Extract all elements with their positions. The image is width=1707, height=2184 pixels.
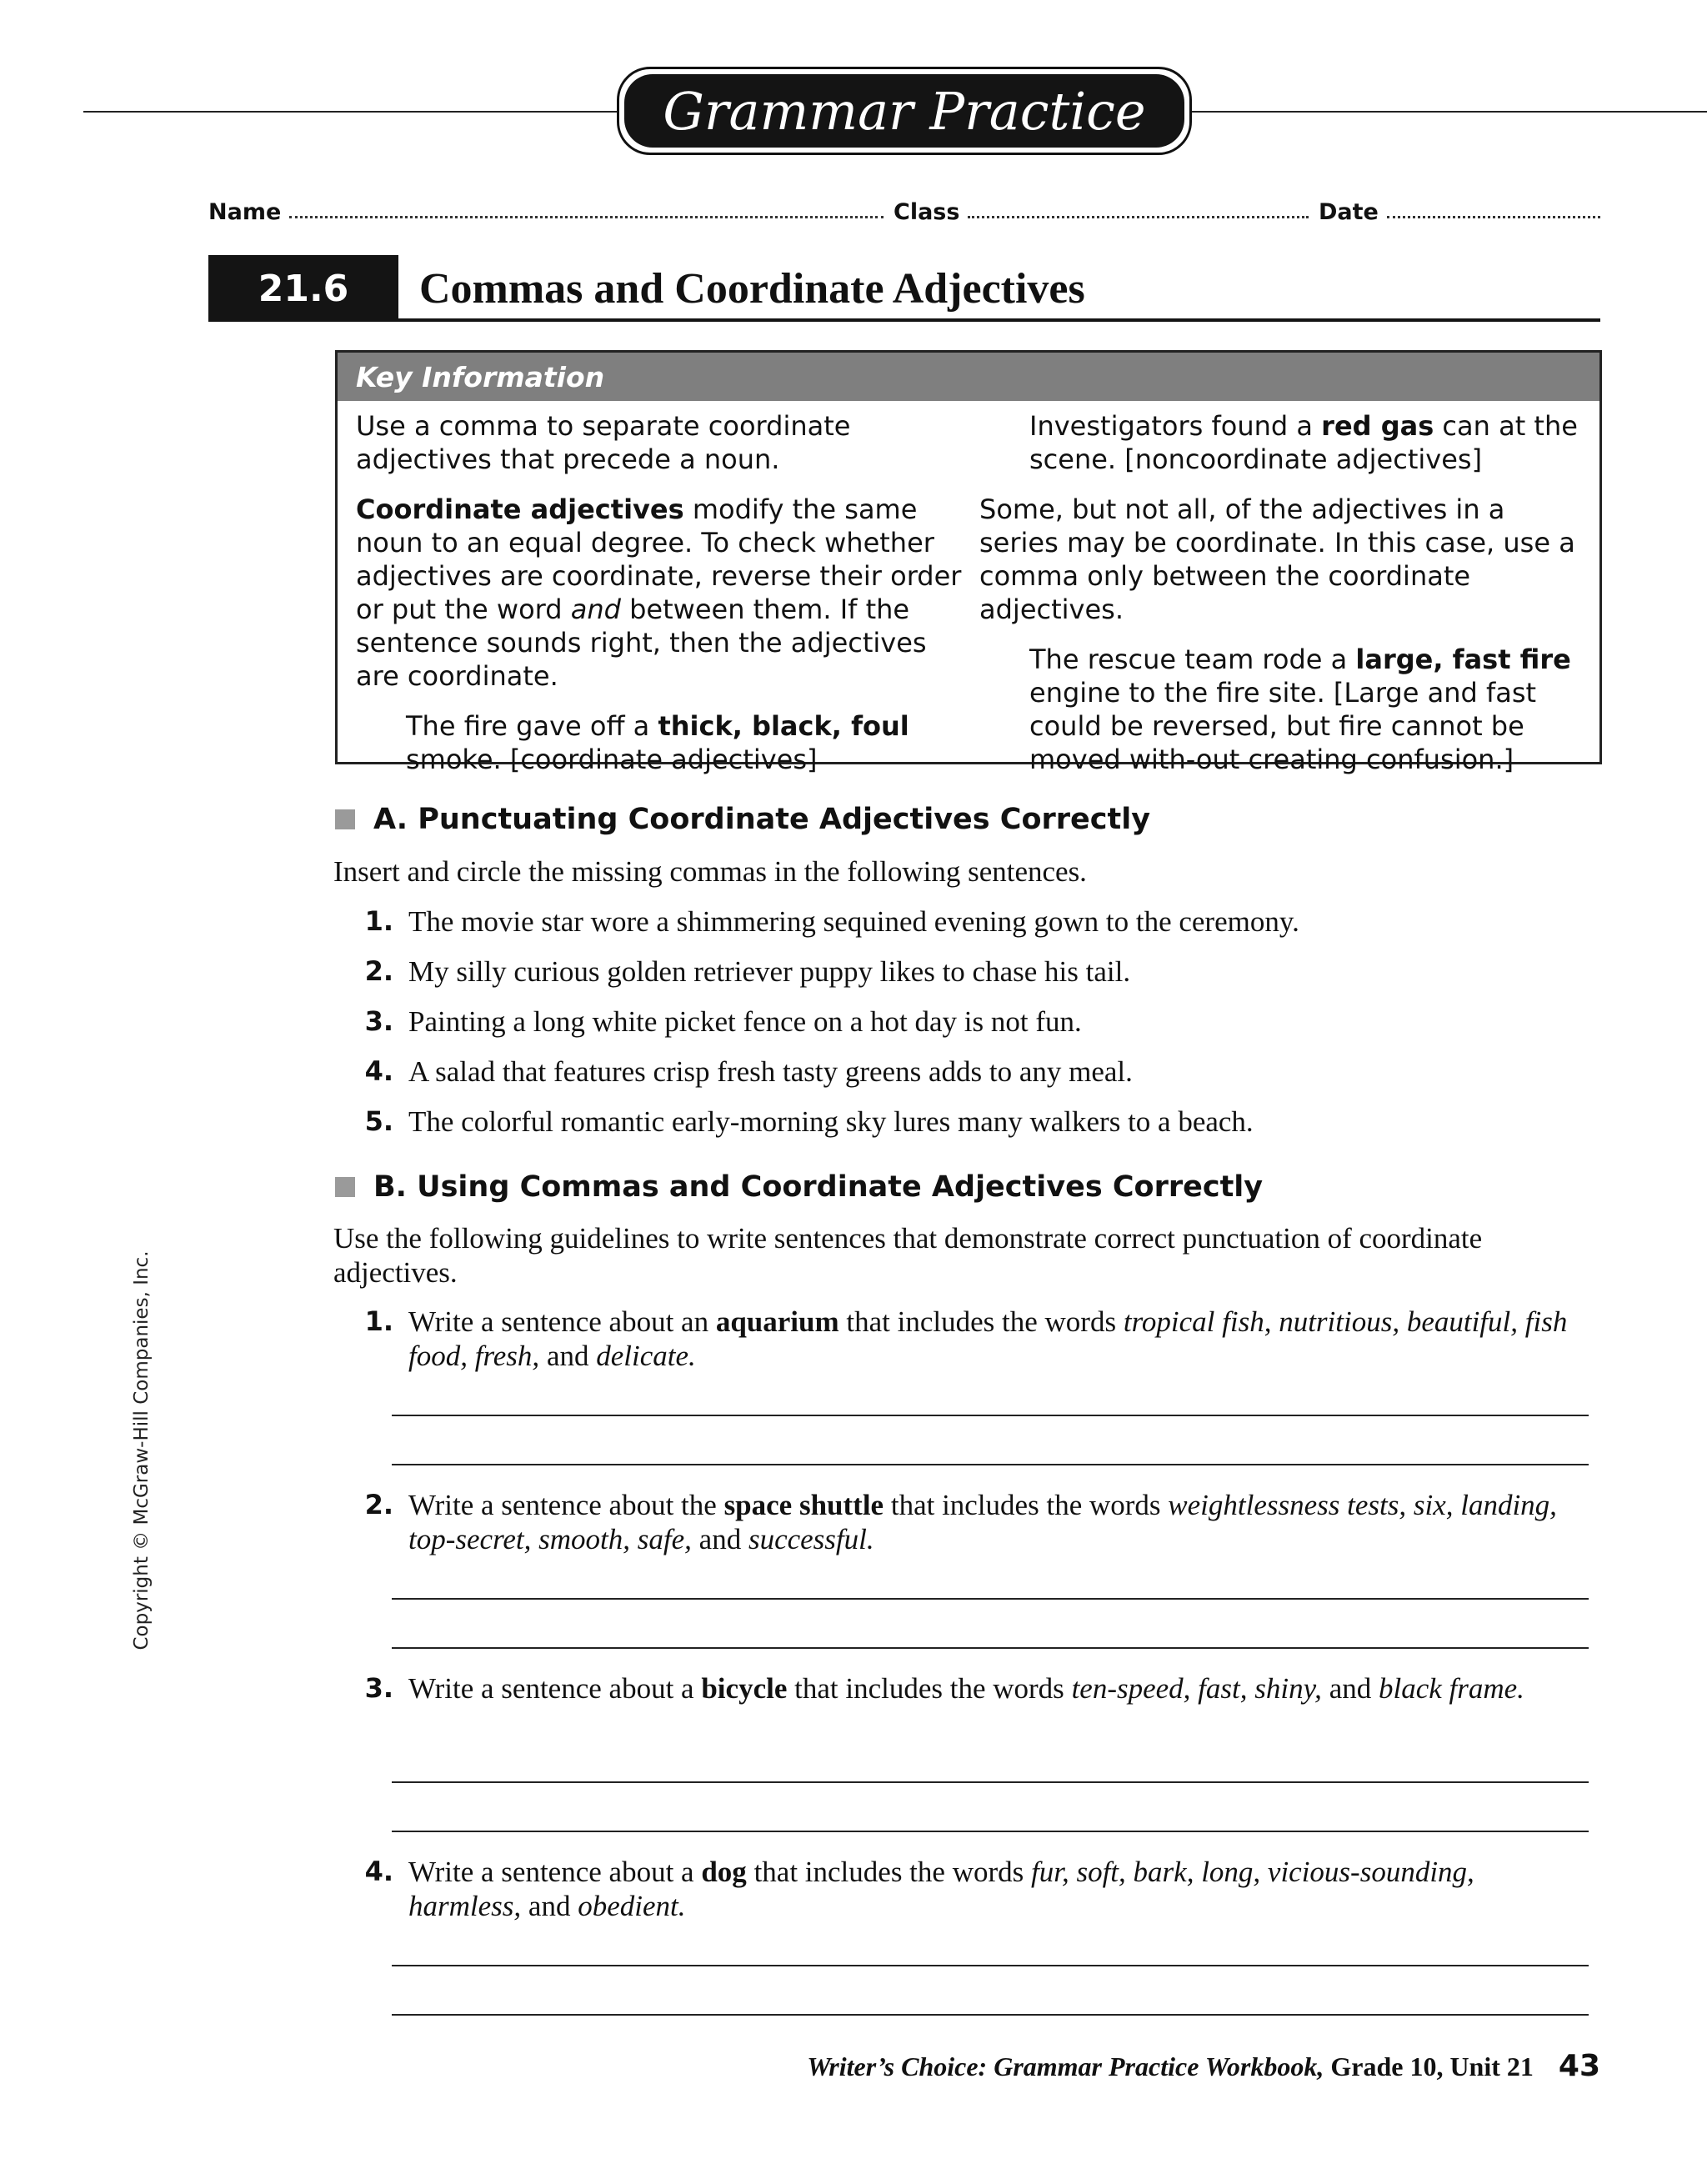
answer-line[interactable] — [392, 1598, 1589, 1600]
book-title: Writer’s Choice: Grammar Practice Workbook, — [807, 2051, 1324, 2081]
banner-title: Grammar Practice — [624, 74, 1184, 148]
answer-line[interactable] — [392, 1647, 1589, 1649]
answer-line[interactable] — [392, 2014, 1589, 2016]
answer-line[interactable] — [392, 1965, 1589, 1966]
name-dotted-line — [289, 216, 884, 218]
square-bullet-icon — [335, 1177, 355, 1197]
answer-line[interactable] — [392, 1781, 1589, 1783]
date-dotted-line — [1387, 216, 1600, 218]
section-a-heading: A. Punctuating Coordinate Adjectives Correctly — [335, 803, 1150, 836]
answer-line[interactable] — [392, 1831, 1589, 1832]
key-rule-text: Use a comma to separate coordinate adjectives that precede a noun. — [356, 410, 851, 475]
exercise-b-item: 2. Write a sentence about the space shuttle that includes the words weightlessness tests, six, landing, top-secret, smooth, safe, and successful. — [364, 1489, 1557, 1555]
section-b-heading: B. Using Commas and Coordinate Adjectives Correctly — [335, 1170, 1263, 1204]
exercise-a-item: 3. Painting a long white picket fence on a hot day is not fun. — [364, 1005, 1082, 1038]
lesson-number: 21.6 — [208, 255, 398, 322]
answer-line[interactable] — [392, 1464, 1589, 1465]
lesson-rule — [208, 318, 1600, 322]
exercise-b-item: 3. Write a sentence about a bicycle that includes the words ten-speed, fast, shiny, and black frame. — [364, 1672, 1524, 1705]
key-series-rule: Some, but not all, of the adjectives in a series may be coordinate. In this case, use a comma only between the coordinate adjectives. — [979, 493, 1575, 625]
page-footer — [807, 2049, 1600, 2083]
class-label: Class — [894, 199, 960, 225]
name-label: Name — [208, 199, 282, 225]
name-field — [208, 192, 884, 225]
section-b-instruction: Use the following guidelines to write sentences that demonstrate correct punctuation of coordinate adjectives. — [333, 1222, 1483, 1289]
exercise-a-item: 4. A salad that features crisp fresh tasty greens adds to any meal. — [364, 1055, 1133, 1088]
answer-line[interactable] — [392, 1415, 1589, 1416]
square-bullet-icon — [335, 809, 355, 829]
section-a-instruction: Insert and circle the missing commas in the following sentences. — [333, 855, 1087, 888]
exercise-b-item: 4. Write a sentence about a dog that includes the words fur, soft, bark, long, vicious-sounding, harmless, and obedient. — [364, 1856, 1474, 1922]
class-field — [894, 192, 1309, 225]
key-example-noncoordinate: Investigators found a red gas can at the scene. [noncoordinate adjectives] — [1029, 410, 1578, 475]
key-example-mixed: The rescue team rode a large, fast fire engine to the fire site. [Large and fast could be reversed, but fire cannot be moved with-out creating confusion.] — [1029, 644, 1571, 775]
key-term: Coordinate adjectives — [356, 493, 684, 525]
date-field — [1319, 192, 1600, 225]
date-label: Date — [1319, 199, 1379, 225]
exercise-a-item: 5. The colorful romantic early-morning sky lures many walkers to a beach. — [364, 1105, 1254, 1138]
key-example-coordinate: The fire gave off a thick, black, foul smoke. [coordinate adjectives] — [406, 710, 909, 775]
exercise-a-item: 1. The movie star wore a shimmering sequined evening gown to the ceremony. — [364, 905, 1299, 938]
key-information-heading: Key Information — [338, 353, 1599, 401]
key-info-right-column — [979, 409, 1599, 793]
title-banner — [617, 67, 1192, 155]
exercise-b-item: 1. Write a sentence about an aquarium that includes the words tropical fish, nutritious, beautiful, fish food, fresh, and delicate. — [364, 1305, 1568, 1372]
class-dotted-line — [968, 216, 1309, 218]
key-info-left-column — [338, 409, 979, 793]
page-number: 43 — [1558, 2049, 1600, 2083]
grade-unit: Grade 10, Unit 21 — [1324, 2051, 1534, 2081]
key-definition: Coordinate adjectives modify the same noun to an equal degree. To check whether adjectives are coordinate, reverse their order or put the word and between them. If the sentence sounds right, then the adjectives are coordinate. — [356, 493, 962, 692]
exercise-a-item: 2. My silly curious golden retriever puppy likes to chase his tail. — [364, 955, 1131, 988]
key-information-box — [335, 350, 1602, 775]
lesson-title: Commas and Coordinate Adjectives — [419, 264, 1085, 313]
